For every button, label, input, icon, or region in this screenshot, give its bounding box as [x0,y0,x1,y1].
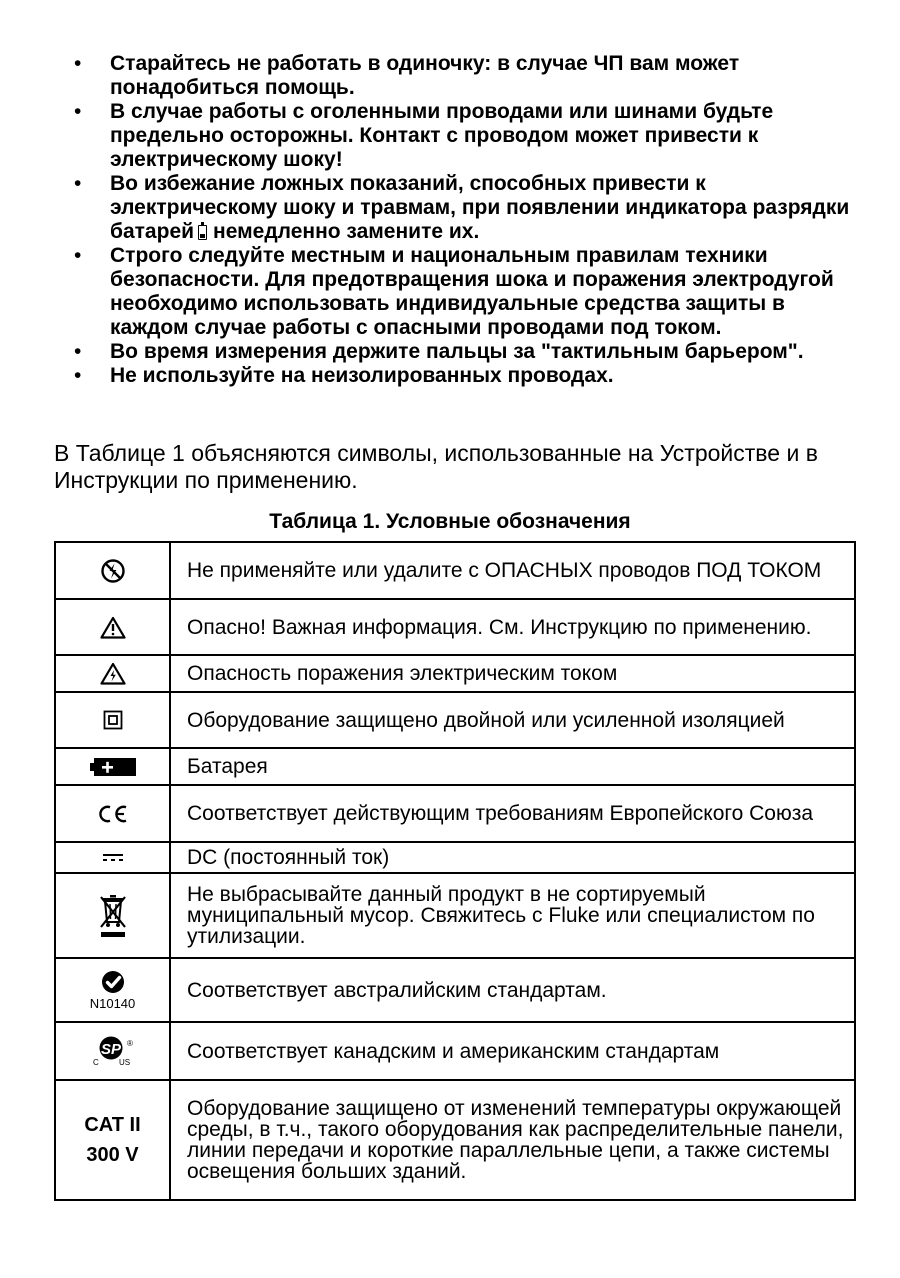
symbol-description: Оборудование защищено двойной или усиленной изоляцией [170,692,855,748]
table-caption: Таблица 1. Условные обозначения [269,510,631,533]
no-live-conductor-icon [100,558,126,584]
table-row [55,655,855,692]
symbol-description: Не применяйте или удалите с ОПАСНЫХ проводов ПОД ТОКОМ [170,542,855,599]
bullet-icon: • [74,100,82,123]
symbol-cell [55,1080,170,1200]
battery-icon [90,757,136,777]
symbol-cell [55,599,170,655]
symbol-cell [55,785,170,842]
ce-mark-icon [97,804,129,824]
symbol-cell [55,1022,170,1080]
dc-symbol-icon [102,853,124,863]
svg-text:®: ® [126,1039,133,1048]
table-row [55,542,855,599]
table-row [55,958,855,1022]
symbol-cell [55,748,170,785]
list-item: • В случае работы с оголенными проводами или шинами будьте предельно осторожны. Контакт с проводом может привести к электрическому шоку! [74,100,774,171]
c-tick-icon [101,970,125,994]
bullet-icon: • [74,172,82,195]
table-row [55,785,855,842]
list-item: • Строго следуйте местным и национальным правилам техники безопасности. Для предотвращения шока и поражения электродугой необходимо использовать индивидуальные средства защиты в каждом случае работы с опасными проводами под током. [74,244,834,339]
list-item: • Не используйте на неизолированных проводах. [74,364,614,387]
cat-rating-line2: 300 V [86,1144,139,1166]
svg-text:SP: SP [100,1041,121,1058]
weee-bin-icon [99,894,127,938]
symbols-table [54,541,856,1201]
symbol-description: Соответствует австралийским стандартам. [170,958,855,1022]
symbol-cell [55,958,170,1022]
electric-shock-triangle-icon [100,662,126,685]
symbol-cell [55,873,170,958]
c-tick-number: N10140 [89,995,136,1011]
symbol-description: Опасность поражения электрическим током [170,655,855,692]
symbol-description: Опасно! Важная информация. См. Инструкцию по применению. [170,599,855,655]
symbol-cell [55,542,170,599]
intro-paragraph: В Таблице 1 объясняются символы, использованные на Устройстве и в Инструкции по применению. [54,440,818,493]
table-row [55,842,855,873]
low-battery-icon [198,225,207,240]
list-item: • Старайтесь не работать в одиночку: в случае ЧП вам может понадобиться помощь. [74,52,740,99]
symbol-description: Соответствует действующим требованиям Европейского Союза [170,785,855,842]
symbol-cell [55,655,170,692]
bullet-icon: • [74,52,82,75]
symbol-cell [55,842,170,873]
symbol-cell [55,692,170,748]
table-row [55,599,855,655]
symbol-description: DC (постоянный ток) [170,842,855,873]
table-row [55,1080,855,1200]
symbol-description: Соответствует канадским и американским стандартам [170,1022,855,1080]
svg-text:C: C [92,1058,99,1067]
symbol-description: Не выбрасывайте данный продукт в не сортируемый муниципальный мусор. Свяжитесь с Fluke или специалистом по утилизации. [170,873,855,958]
table-row [55,692,855,748]
bullet-icon: • [74,364,82,387]
table-row [55,748,855,785]
safety-warnings-list [70,52,850,388]
list-item: • Во время измерения держите пальцы за "тактильным барьером". [74,340,804,363]
symbol-description: Батарея [170,748,855,785]
list-item: • Во избежание ложных показаний, способных привести к электрическому шоку и травмам, при появлении индикатора разрядки батарей немедленно замените их. [74,172,850,243]
symbol-description: Оборудование защищено от изменений температуры окружающей среды, в т.ч., такого оборудования как распределительные панели, линии передачи и короткие параллельные цепи, а также системы освещения больших зданий. [170,1080,855,1200]
table-row [55,1022,855,1080]
warning-triangle-icon [100,616,126,639]
svg-text:US: US [118,1058,130,1067]
double-insulation-icon [103,710,123,730]
bullet-icon: • [74,340,82,363]
cat-rating-line1: CAT II [84,1114,141,1136]
csa-us-icon [91,1035,135,1067]
table-row [55,873,855,958]
bullet-icon: • [74,244,82,267]
